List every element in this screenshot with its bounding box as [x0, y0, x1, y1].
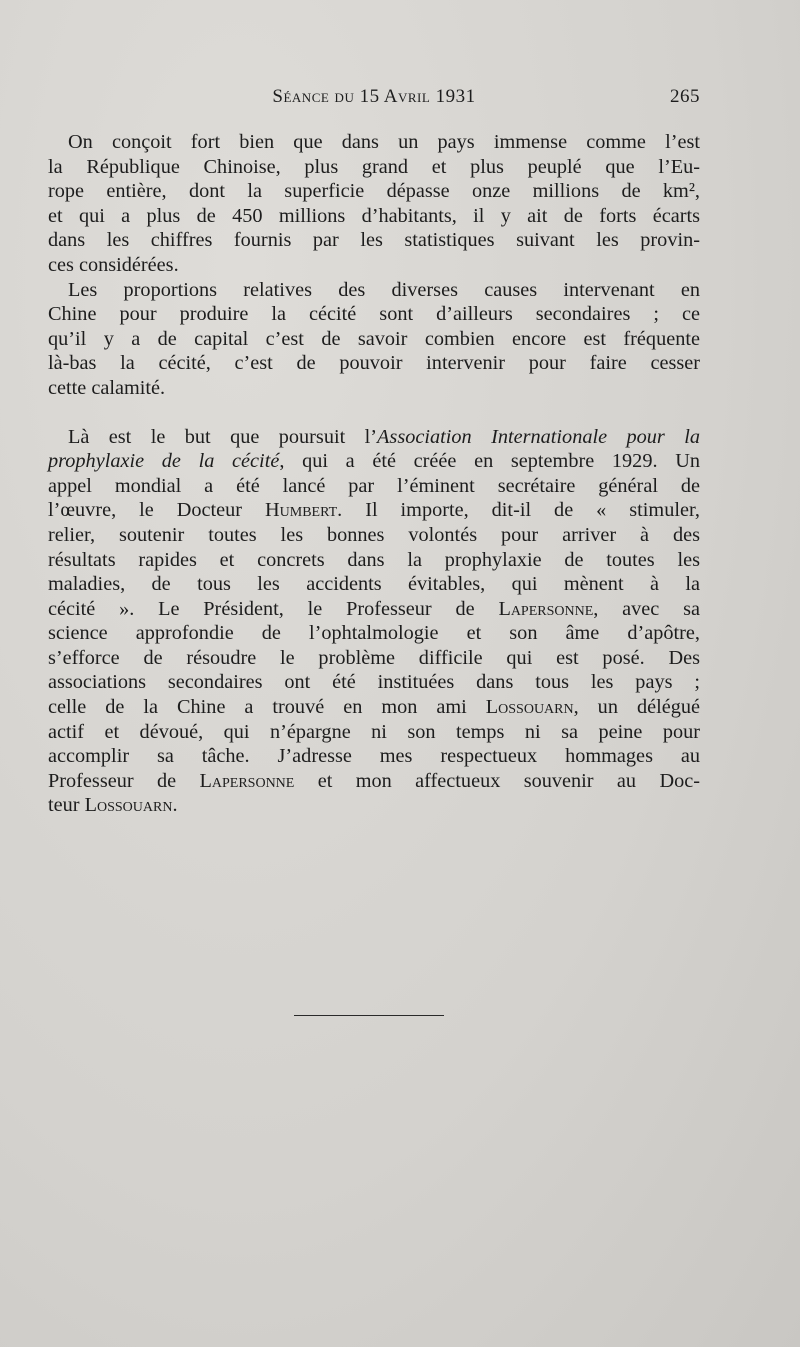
text-line [48, 449, 700, 474]
italic-title: Association Internationale pour la [377, 425, 700, 448]
paragraph-1 [48, 130, 700, 278]
section-end-rule [294, 1015, 444, 1016]
text-line: On conçoit fort bien que dans un pays immense comme l’est [68, 131, 700, 153]
text-run: Professeur de [48, 769, 200, 792]
person-name: Lapersonne [199, 769, 295, 792]
text-run: teur [48, 794, 85, 817]
text-run: , un délégué [573, 696, 701, 719]
text-line [48, 425, 700, 450]
text-line: science approfondie de l’ophtalmologie et son âme d’apôtre, [48, 622, 700, 645]
text-line: associations secondaires ont été instituées dans tous les pays ; [48, 671, 700, 694]
text-line: rope entière, dont la superficie dépasse onze millions de km², [48, 180, 700, 203]
running-title: Séance du 15 Avril 1931 [272, 86, 476, 107]
text-run: cécité ». Le Président, le Professeur de [48, 597, 499, 620]
italic-title: prophylaxie de la cécité [48, 450, 280, 473]
person-name: Humbert [265, 499, 338, 522]
text-line: qu’il y a de capital c’est de savoir combien encore est fréquente [48, 327, 700, 350]
text-run: . Il importe, dit-il de « stimuler, [337, 499, 700, 522]
text-line: Les proportions relatives des diverses causes intervenant en [68, 278, 700, 301]
text-run: et mon affectueux souvenir au Doc- [294, 769, 700, 792]
text-line: accomplir sa tâche. J’adresse mes respectueux hommages au [48, 745, 700, 768]
text-line: la République Chinoise, plus grand et plus peuplé que l’Eu- [48, 155, 700, 178]
text-line [48, 498, 700, 523]
text-line [48, 597, 700, 622]
text-line: Chine pour produire la cécité sont d’ailleurs secondaires ; ce [48, 303, 700, 326]
text-line: maladies, de tous les accidents évitables, qui mènent à la [48, 573, 700, 596]
text-line: là-bas la cécité, c’est de pouvoir intervenir pour faire cesser [48, 352, 700, 375]
person-name: Lossouarn [84, 794, 173, 817]
text-run: Là est le but que poursuit l’ [68, 425, 378, 448]
body-text [48, 130, 700, 818]
text-line: résultats rapides et concrets dans la prophylaxie de toutes les [48, 548, 700, 571]
text-run: . [172, 794, 178, 817]
text-run: l’œuvre, le Docteur [48, 499, 265, 522]
text-line: relier, soutenir toutes les bonnes volontés pour arriver à des [48, 523, 700, 546]
paragraph-gap [48, 401, 700, 425]
text-line [48, 769, 700, 794]
text-line: dans les chiffres fournis par les statistiques suivant les provin- [48, 229, 700, 252]
person-name: Lapersonne [498, 597, 594, 620]
text-line [48, 793, 700, 818]
text-run: , avec sa [593, 597, 700, 620]
page-number: 265 [670, 86, 700, 107]
text-line: et qui a plus de 450 millions d’habitants, il y ait de forts écarts [48, 204, 700, 227]
text-line [48, 695, 700, 720]
text-line: s’efforce de résoudre le problème difficile qui est posé. Des [48, 646, 700, 669]
paragraph-3 [48, 425, 700, 819]
person-name: Lossouarn [485, 696, 574, 719]
paragraph-2 [48, 278, 700, 401]
text-line: cette calamité. [48, 376, 166, 399]
text-run: , qui a été créée en septembre 1929. Un [279, 450, 700, 473]
text-line: actif et dévoué, qui n’épargne ni son temps ni sa peine pour [48, 720, 700, 743]
text-line: ces considérées. [48, 253, 179, 276]
text-run: celle de la Chine a trouvé en mon ami [48, 696, 486, 719]
text-line: appel mondial a été lancé par l’éminent secrétaire général de [48, 474, 700, 497]
page-header [48, 86, 700, 112]
